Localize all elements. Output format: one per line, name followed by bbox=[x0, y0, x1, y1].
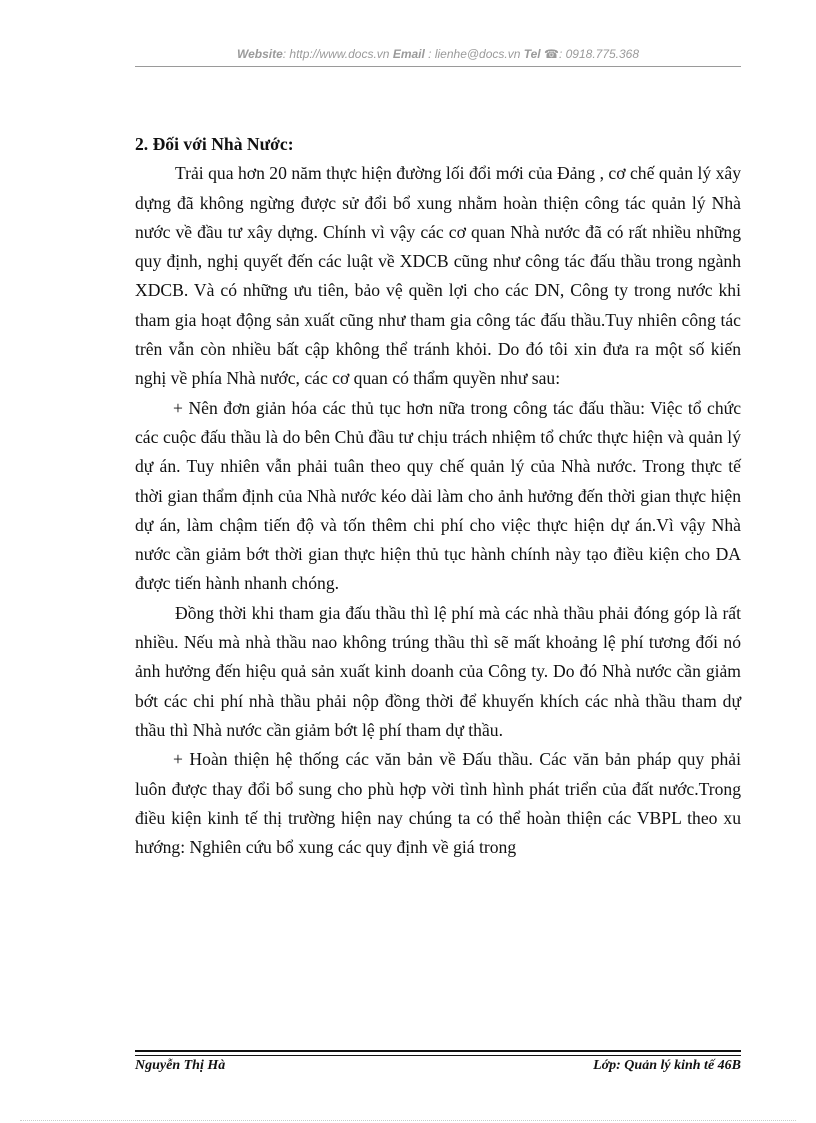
footer-divider-thick bbox=[135, 1050, 741, 1052]
paragraph-legal-documents: + Hoàn thiện hệ thống các văn bản về Đấu thầu. Các văn bản pháp quy phải luôn được thay đổi bổ sung cho phù hợp vời tình hình phát triển của đất nước.Trong điều kiện kinh tế thị trường hiện nay chúng ta có thể hoàn thiện các VBPL theo xu hướng: Nghiên cứu bổ xung các quy định về giá trong bbox=[135, 749, 741, 858]
section-heading: 2. Đối với Nhà Nước: bbox=[135, 134, 294, 154]
footer-divider-thin bbox=[135, 1055, 741, 1056]
phone-icon: ☎ bbox=[544, 47, 559, 61]
page-header bbox=[135, 47, 741, 61]
paragraph-intro: Trải qua hơn 20 năm thực hiện đường lối đổi mới của Đảng , cơ chế quản lý xây dựng đã không ngừng được sử đổi bổ xung nhằm hoàn thiện công tác quản lý Nhà nước về đầu tư xây dựng. Chính vì vậy các cơ quan Nhà nước đã có rất nhiều những quy định, nghị quyết đến các luật về XDCB cũng như công tác đấu thầu trong ngành XDCB. Và có những ưu tiên, bảo vệ quền lợi cho các DN, Công ty trong nước khi tham gia hoạt động sản xuất cũng như tham gia công tác đấu thầu.Tuy nhiên công tác trên vẫn còn nhiều bất cập không thể tránh khỏi. Do đó tôi xin đưa ra một số kiến nghị về phía Nhà nước, các cơ quan có thẩm quyền như sau: bbox=[135, 163, 741, 389]
page-footer bbox=[135, 1058, 741, 1074]
email-value: : lienhe@docs.vn bbox=[428, 47, 521, 61]
paragraph-simplify-procedures: + Nên đơn giản hóa các thủ tục hơn nữa trong công tác đấu thầu: Việc tổ chức các cuộc đấu thầu là do bên Chủ đầu tư chịu trách nhiệm tổ chức thực hiện và quản lý dự án. Tuy nhiên vẫn phải tuân theo quy chế quản lý của Nhà nước. Trong thực tế thời gian thẩm định của Nhà nước kéo dài làm cho ảnh hưởng đến thời gian thực hiện dự án, làm chậm tiến độ và tốn thêm chi phí cho việc thực hiện dự án.Vì vậy Nhà nước cần giảm bớt thời gian thực hiện thủ tục hành chính này tạo điều kiện cho DA được tiến hành nhanh chóng. bbox=[135, 397, 741, 594]
footer-author: Nguyễn Thị Hà bbox=[135, 1058, 226, 1073]
page-bottom-border bbox=[20, 1120, 796, 1121]
website-label: Website bbox=[236, 47, 283, 61]
email-label: Email bbox=[392, 47, 425, 61]
tel-label: Tel bbox=[523, 47, 541, 61]
tel-value: : 0918.775.368 bbox=[558, 47, 640, 61]
footer-class: Lớp: Quản lý kinh tế 46B bbox=[593, 1058, 741, 1073]
header-divider bbox=[135, 66, 741, 67]
website-value: : http://www.docs.vn bbox=[282, 47, 390, 61]
document-body bbox=[135, 130, 741, 862]
paragraph-fees: Đồng thời khi tham gia đấu thầu thì lệ phí mà các nhà thầu phải đóng góp là rất nhiều. Nếu mà nhà thầu nao không trúng thầu thì sẽ mất khoảng lệ phí tương đối nó ảnh hưởng đến hiệu quả sản xuất kinh doanh của Công ty. Do đó Nhà nước cần giảm bớt các chi phí nhà thầu phải nộp đồng thời để khuyến khích các nhà thầu tham dự thầu thì Nhà nước cần giảm bớt lệ phí tham dự thầu. bbox=[135, 602, 741, 740]
